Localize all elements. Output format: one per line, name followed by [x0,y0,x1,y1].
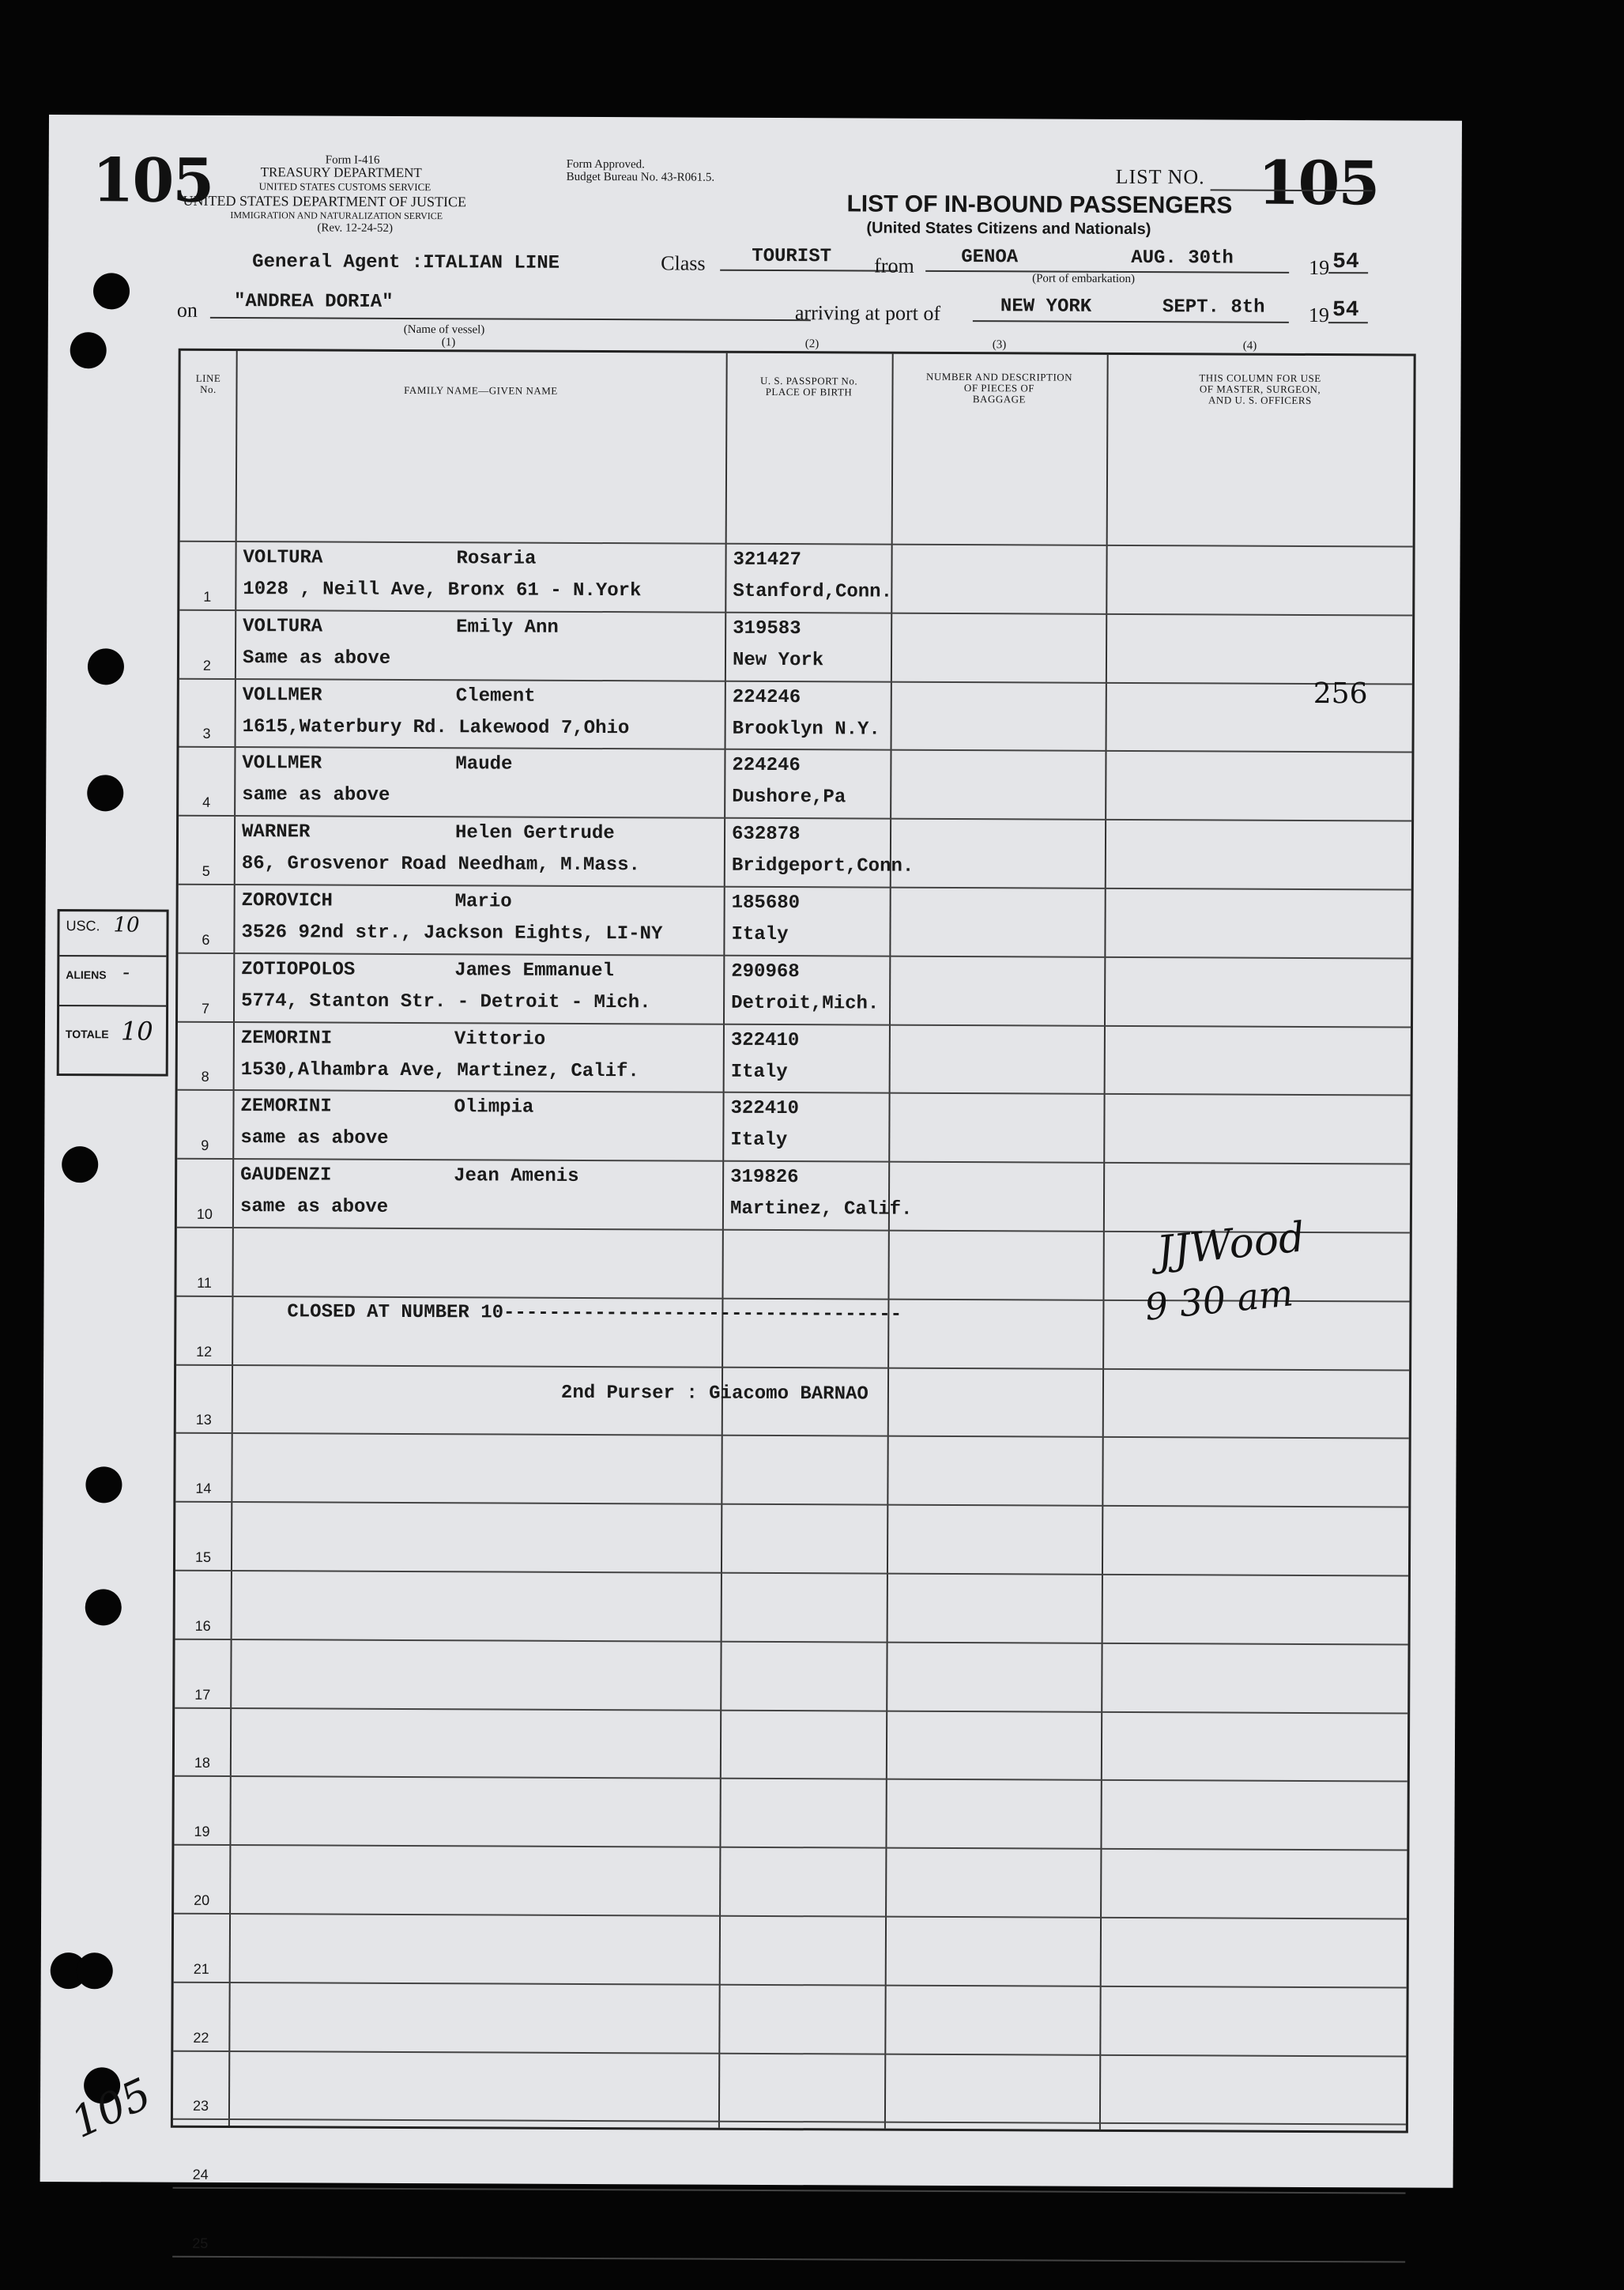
address: 1028 , Neill Ave, Bronx 61 - N.York [243,579,642,602]
col-ref-2: (2) [804,338,820,351]
row-rule [177,1158,1410,1165]
family-name: ZOROVICH [241,890,333,912]
passport-number: 322410 [730,1029,800,1051]
arriving-label: arriving at port of [794,301,941,325]
from-port: GENOA [961,247,1019,269]
line-number: 8 [201,1069,209,1085]
header-baggage: NUMBER AND DESCRIPTION OF PIECES OF BAGGAGE [925,370,1073,406]
list-no-underline [1211,189,1373,191]
row-rule [175,1707,1407,1714]
row-rule [178,1021,1411,1028]
row-rule [176,1432,1409,1439]
row-rule [180,541,1413,548]
usc-value: 10 [113,913,140,938]
closed-note: CLOSED AT NUMBER 10----------------------------------- [287,1301,902,1326]
family-name: VOLLMER [242,684,322,707]
row-rule [174,1982,1407,1989]
row-rule [175,1501,1408,1508]
family-name: ZEMORINI [240,1096,332,1118]
header-name: FAMILY NAME—GIVEN NAME [404,383,558,397]
family-name: VOLTURA [243,615,323,638]
place-of-birth: New York [732,649,824,672]
row-rule [179,609,1412,617]
line-number: 24 [192,2167,209,2183]
line-number: 7 [202,1000,210,1017]
tally-divider [59,1005,166,1007]
departure-date: AUG. 30th [1131,247,1234,270]
year-prefix-2: 19 [1308,303,1329,327]
class-underline [720,270,898,272]
line-number: 13 [195,1412,212,1428]
place-of-birth: Martinez, Calif. [729,1198,913,1220]
line-number: 10 [196,1205,213,1222]
place-of-birth: Italy [731,923,789,946]
given-name: Vittorio [454,1028,546,1051]
row-rule [175,1639,1408,1646]
given-name: Olimpia [454,1096,534,1119]
passport-number: 319826 [730,1166,799,1189]
row-rule [173,2050,1406,2057]
row-rule [173,2187,1406,2194]
row-rule [179,815,1411,822]
place-of-birth: Italy [730,1061,788,1083]
usc-label: USC. [66,918,100,934]
line-number: 3 [202,726,211,742]
page-stamp-left: 105 [92,145,213,216]
given-name: Rosaria [456,548,537,570]
family-name: VOLTURA [243,547,323,569]
passport-number: 319583 [733,617,801,639]
place-of-birth: Italy [730,1130,788,1152]
punch-hole [85,1466,122,1503]
officer-signature: JJWood [1155,1213,1307,1276]
address: same as above [242,784,390,807]
passport-number: 185680 [731,892,801,915]
place-of-birth: Detroit,Mich. [731,992,880,1015]
address: 86, Grosvenor Road Needham, M.Mass. [241,853,641,877]
general-agent: General Agent :ITALIAN LINE [252,251,560,274]
given-name: Helen Gertrude [454,822,615,845]
punch-hole [87,775,123,811]
address: 1530,Alhambra Ave, Martinez, Calif. [240,1058,639,1082]
given-name: James Emmanuel [454,960,614,982]
port-embark-caption: (Port of embarkation) [1032,272,1136,285]
list-no-label: LIST NO. [1115,164,1205,189]
place-of-birth: Brooklyn N.Y. [732,718,880,741]
col-divider [228,351,238,2126]
form-number: Form I-416 [325,153,380,167]
page-title: LIST OF IN-BOUND PASSENGERS [846,191,1233,219]
year-value-2: 54 [1332,298,1359,323]
signature-time: 9 30 am [1143,1271,1295,1329]
line-number: 23 [192,2098,209,2115]
aliens-label: ALIENS [66,968,107,982]
given-name: Clement [455,685,536,707]
line-number: 22 [193,2029,209,2046]
line-number: 17 [194,1686,211,1703]
line-number: 12 [196,1343,213,1360]
from-label: from [874,254,914,277]
col-divider [884,354,894,2129]
punch-hole [93,273,130,309]
row-rule [176,1364,1409,1371]
punch-hole [62,1146,98,1183]
place-of-birth: Dushore,Pa [732,787,846,809]
given-name: Emily Ann [456,617,559,639]
line-number: 20 [194,1892,210,1908]
arrival-port: NEW YORK [1000,296,1092,318]
family-name: VOLLMER [242,753,322,775]
treasury-dept: TREASURY DEPARTMENT [260,164,422,181]
line-number: 16 [194,1617,211,1634]
year-value: 54 [1332,250,1359,275]
line-number: 21 [193,1960,209,1977]
passport-number: 322410 [730,1098,800,1120]
col-ref-3: (3) [992,338,1007,352]
row-rule [175,1570,1408,1577]
line-number: 2 [202,657,212,673]
row-rule [175,1775,1407,1783]
passport-number: 224246 [732,755,801,777]
line-number: 18 [194,1755,210,1771]
customs-service: UNITED STATES CUSTOMS SERVICE [258,180,431,194]
row-rule [172,2256,1405,2263]
year-underline [1328,272,1368,274]
arrival-underline [973,320,1289,323]
margin-note: 105 [63,2068,159,2149]
passport-number: 224246 [732,686,801,708]
row-rule [178,953,1411,960]
header-line-no: LINE No. [195,372,221,395]
line-number: 11 [197,1274,212,1291]
family-name: ZOTIOPOLOS [241,958,356,981]
col-divider [718,353,728,2128]
line-number: 25 [192,2235,209,2251]
family-name: ZEMORINI [240,1027,333,1050]
col-ref-4: (4) [1242,339,1257,353]
form-approved: Form Approved. [566,157,645,172]
line-number: 4 [202,794,211,811]
given-name: Jean Amenis [454,1165,579,1188]
arrival-date: SEPT. 8th [1162,296,1265,319]
class-label: Class [661,251,706,275]
address: 1615,Waterbury Rd. Lakewood 7,Ohio [242,715,630,739]
address: 5774, Stanton Str. - Detroit - Mich. [241,990,651,1014]
passport-number: 290968 [731,960,800,983]
row-rule [179,677,1412,685]
row-rule [174,1913,1407,1920]
address: same as above [240,1127,389,1150]
budget-bureau: Budget Bureau No. 43-R061.5. [566,170,715,184]
passport-number: 632878 [731,823,801,846]
year-prefix: 19 [1309,255,1330,280]
punch-hole [88,648,124,685]
line-number: 19 [194,1824,210,1840]
ins-service: IMMIGRATION AND NATURALIZATION SERVICE [230,209,443,222]
total-label: TOTALE [65,1028,109,1041]
manifest-page [40,115,1462,2251]
justice-dept: UNITED STATES DEPARTMENT OF JUSTICE [183,192,467,210]
col-divider [1099,355,1109,2130]
address: same as above [239,1196,389,1219]
punch-hole [77,1952,113,1989]
line-number: 6 [202,931,210,948]
given-name: Mario [454,891,512,913]
officer-note: 256 [1313,677,1368,711]
row-rule [178,1089,1411,1096]
line-number: 5 [202,862,210,879]
line-number: 14 [195,1481,212,1497]
place-of-birth: Stanford,Conn. [733,580,893,603]
row-rule [174,1844,1407,1851]
vessel-caption: (Name of vessel) [403,323,485,337]
passport-number: 321427 [733,549,802,572]
header-officers: THIS COLUMN FOR USE OF MASTER, SURGEON, AND U. S. OFFICERS [1199,372,1321,406]
passenger-table [171,349,1416,2251]
total-value: 10 [120,1016,153,1047]
class-value: TOURIST [752,245,832,268]
punch-hole [70,332,107,368]
aliens-value: - [122,960,130,985]
place-of-birth: Bridgeport,Conn. [731,855,914,877]
line-number: 1 [203,588,212,605]
purser-note: 2nd Purser : Giacomo BARNAO [560,1382,869,1405]
page-subtitle: (United States Citizens and Nationals) [866,219,1151,239]
line-number: 15 [194,1549,212,1565]
line-number: 9 [201,1137,209,1154]
page-stamp-right: 105 [1257,147,1379,219]
family-name: WARNER [241,821,311,843]
on-label: on [176,298,198,322]
address: Same as above [242,647,391,670]
family-name: GAUDENZI [240,1164,332,1186]
year-underline-2 [1328,322,1368,323]
revision: (Rev. 12-24-52) [317,221,394,235]
vessel-name: "ANDREA DORIA" [233,291,394,313]
tally-divider [59,955,166,957]
address: 3526 92nd str., Jackson Eights, LI-NY [241,922,663,945]
punch-hole [85,1589,122,1625]
row-rule [173,2118,1406,2126]
given-name: Maude [455,753,513,775]
col-ref-1: (1) [441,336,456,349]
row-rule [179,746,1412,753]
vessel-underline [210,317,811,321]
row-rule [179,884,1411,891]
tally-box [57,909,169,1077]
header-passport: U. S. PASSPORT No. PLACE OF BIRTH [759,374,858,398]
